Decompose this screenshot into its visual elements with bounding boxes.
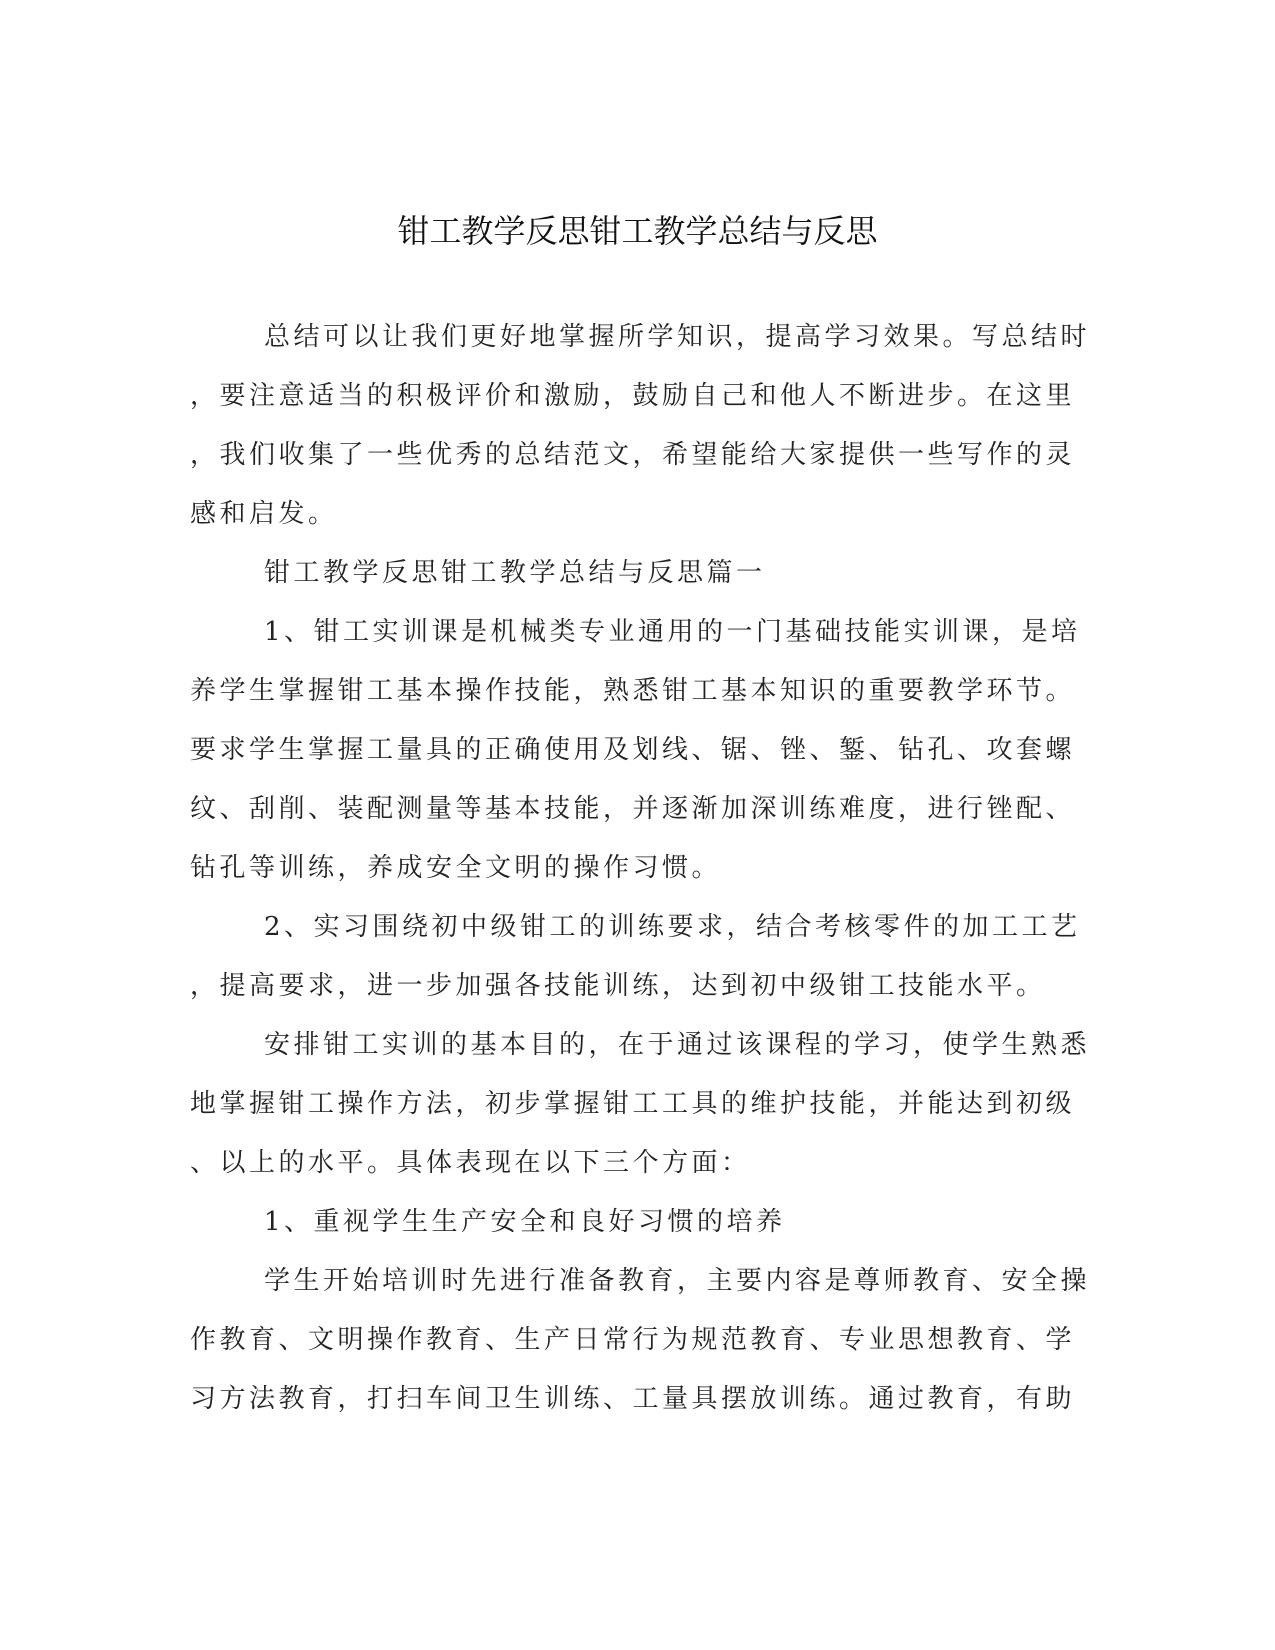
paragraph-line: 总结可以让我们更好地掌握所学知识，提高学习效果。写总结时 <box>264 322 1091 352</box>
paragraph-line: ，我们收集了一些优秀的总结范文，希望能给大家提供一些写作的灵 <box>190 440 1076 470</box>
paragraph-line: ，提高要求，进一步加强各技能训练，达到初中级钳工技能水平。 <box>190 971 1046 1001</box>
paragraph-line: 2、实习围绕初中级钳工的训练要求，结合考核零件的加工工艺 <box>264 912 1081 942</box>
paragraph-line: 纹、刮削、装配测量等基本技能，并逐渐加深训练难度，进行锉配、 <box>190 794 1076 824</box>
section-heading: 钳工教学反思钳工教学总结与反思篇一 <box>264 558 766 588</box>
document-title: 钳工教学反思钳工教学总结与反思 <box>397 212 878 250</box>
paragraph-line: 1、钳工实训课是机械类专业通用的一门基础技能实训课，是培 <box>264 617 1081 647</box>
paragraph-line: 作教育、文明操作教育、生产日常行为规范教育、专业思想教育、学 <box>190 1325 1076 1355</box>
paragraph-line: ，要注意适当的积极评价和激励，鼓励自己和他人不断进步。在这里 <box>190 381 1076 411</box>
paragraph-line: 学生开始培训时先进行准备教育，主要内容是尊师教育、安全操 <box>264 1266 1091 1296</box>
paragraph-line: 养学生掌握钳工基本操作技能，熟悉钳工基本知识的重要教学环节。 <box>190 676 1076 706</box>
paragraph-line: 习方法教育，打扫车间卫生训练、工量具摆放训练。通过教育，有助 <box>190 1384 1076 1414</box>
paragraph-line: 安排钳工实训的基本目的，在于通过该课程的学习，使学生熟悉 <box>264 1030 1091 1060</box>
paragraph-line: 要求学生掌握工量具的正确使用及划线、锯、锉、錾、钻孔、攻套螺 <box>190 735 1076 765</box>
paragraph-line: 感和启发。 <box>190 499 338 529</box>
paragraph-line: 、以上的水平。具体表现在以下三个方面： <box>190 1148 751 1178</box>
paragraph-line: 地掌握钳工操作方法，初步掌握钳工工具的维护技能，并能达到初级 <box>190 1089 1076 1119</box>
paragraph-line: 钻孔等训练，养成安全文明的操作习惯。 <box>190 853 722 883</box>
paragraph-line: 1、重视学生生产安全和良好习惯的培养 <box>264 1207 786 1237</box>
